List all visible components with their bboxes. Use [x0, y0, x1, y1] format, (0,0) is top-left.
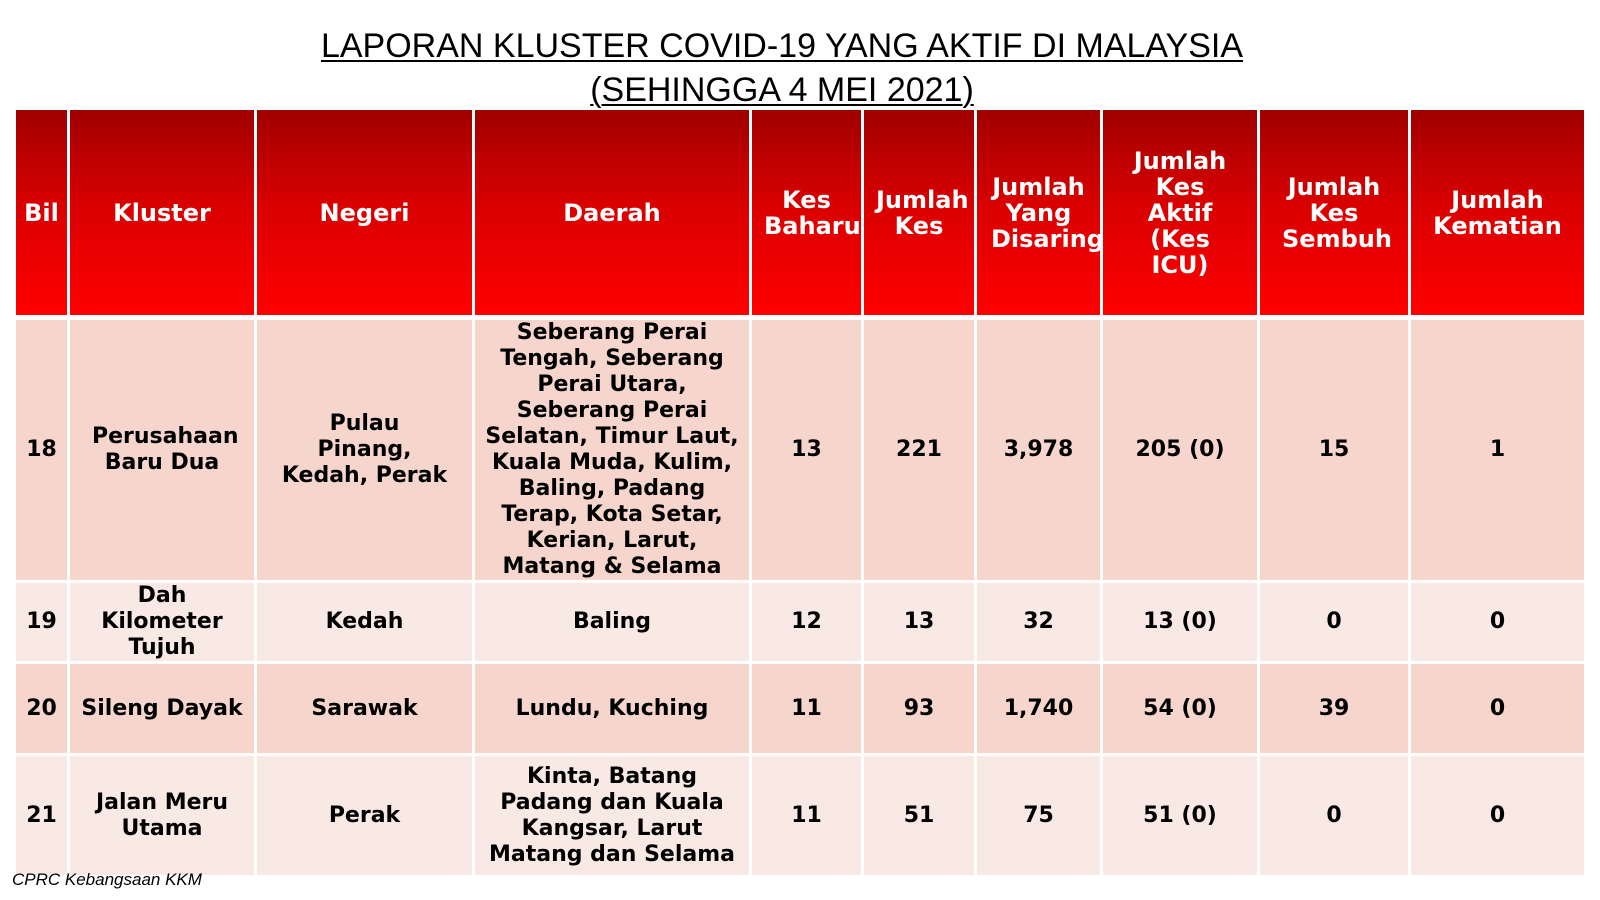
- report-title-line2: (SEHINGGA 4 MEI 2021): [590, 71, 974, 109]
- cell-bil: 20: [16, 664, 70, 756]
- cell-jumlah-disaring: 75: [977, 756, 1103, 878]
- cluster-table: [16, 110, 1584, 878]
- cell-kes-baharu: 11: [752, 664, 864, 756]
- cell-kes-baharu: 11: [752, 756, 864, 878]
- cell-kluster: Dah Kilometer Tujuh: [70, 583, 257, 664]
- cell-jumlah-aktif: 205 (0): [1103, 320, 1260, 583]
- cell-jumlah-aktif: 13 (0): [1103, 583, 1260, 664]
- cell-negeri: Kedah: [257, 583, 475, 664]
- source-footnote: CPRC Kebangsaan KKM: [12, 870, 202, 889]
- cell-jumlah-sembuh: 0: [1260, 583, 1411, 664]
- cell-kluster: Perusahaan Baru Dua: [70, 320, 257, 583]
- cell-negeri: Perak: [257, 756, 475, 878]
- header-jumlah-aktif: Jumlah Kes Aktif (Kes ICU): [1103, 110, 1260, 320]
- report-title-line1: LAPORAN KLUSTER COVID-19 YANG AKTIF DI MALAYSIA: [320, 27, 1244, 65]
- cell-kluster: Jalan Meru Utama: [70, 756, 257, 878]
- cell-daerah: Baling: [475, 583, 752, 664]
- table-row: [16, 583, 1584, 664]
- cell-jumlah-aktif: 51 (0): [1103, 756, 1260, 878]
- cell-kes-baharu: 13: [752, 320, 864, 583]
- cell-jumlah-kematian: 1: [1411, 320, 1584, 583]
- cell-daerah: Kinta, Batang Padang dan Kuala Kangsar, Larut Matang dan Selama: [475, 756, 752, 878]
- cell-jumlah-sembuh: 39: [1260, 664, 1411, 756]
- cell-kes-baharu: 12: [752, 583, 864, 664]
- cell-jumlah-kematian: 0: [1411, 583, 1584, 664]
- header-kes-baharu: Kes Baharu: [752, 110, 864, 320]
- cell-daerah: Seberang Perai Tengah, Seberang Perai Utara, Seberang Perai Selatan, Timur Laut, Kuala Muda, Kulim, Baling, Padang Terap, Kota Setar, Kerian, Larut, Matang & Selama: [475, 320, 752, 583]
- header-jumlah-kes: Jumlah Kes: [864, 110, 977, 320]
- table-row: [16, 664, 1584, 756]
- header-daerah: Daerah: [475, 110, 752, 320]
- header-jumlah-disaring: Jumlah Yang Disaring: [977, 110, 1103, 320]
- header-kluster: Kluster: [70, 110, 257, 320]
- cell-negeri: Pulau Pinang, Kedah, Perak: [257, 320, 475, 583]
- table-row: [16, 320, 1584, 583]
- table-row: [16, 756, 1584, 878]
- cell-jumlah-aktif: 54 (0): [1103, 664, 1260, 756]
- cell-jumlah-kematian: 0: [1411, 756, 1584, 878]
- cell-jumlah-kes: 51: [864, 756, 977, 878]
- header-bil: Bil: [16, 110, 70, 320]
- cell-kluster: Sileng Dayak: [70, 664, 257, 756]
- cell-jumlah-kes: 13: [864, 583, 977, 664]
- report-title: [0, 24, 1564, 112]
- header-negeri: Negeri: [257, 110, 475, 320]
- cell-bil: 19: [16, 583, 70, 664]
- table-header-row: [16, 110, 1584, 320]
- header-jumlah-sembuh: Jumlah Kes Sembuh: [1260, 110, 1411, 320]
- cell-jumlah-kes: 93: [864, 664, 977, 756]
- cell-jumlah-sembuh: 15: [1260, 320, 1411, 583]
- cell-jumlah-kematian: 0: [1411, 664, 1584, 756]
- cell-daerah: Lundu, Kuching: [475, 664, 752, 756]
- cell-bil: 18: [16, 320, 70, 583]
- cell-jumlah-sembuh: 0: [1260, 756, 1411, 878]
- cell-jumlah-disaring: 32: [977, 583, 1103, 664]
- header-jumlah-kematian: Jumlah Kematian: [1411, 110, 1584, 320]
- cell-bil: 21: [16, 756, 70, 878]
- cell-jumlah-disaring: 1,740: [977, 664, 1103, 756]
- cell-jumlah-disaring: 3,978: [977, 320, 1103, 583]
- cell-negeri: Sarawak: [257, 664, 475, 756]
- cell-jumlah-kes: 221: [864, 320, 977, 583]
